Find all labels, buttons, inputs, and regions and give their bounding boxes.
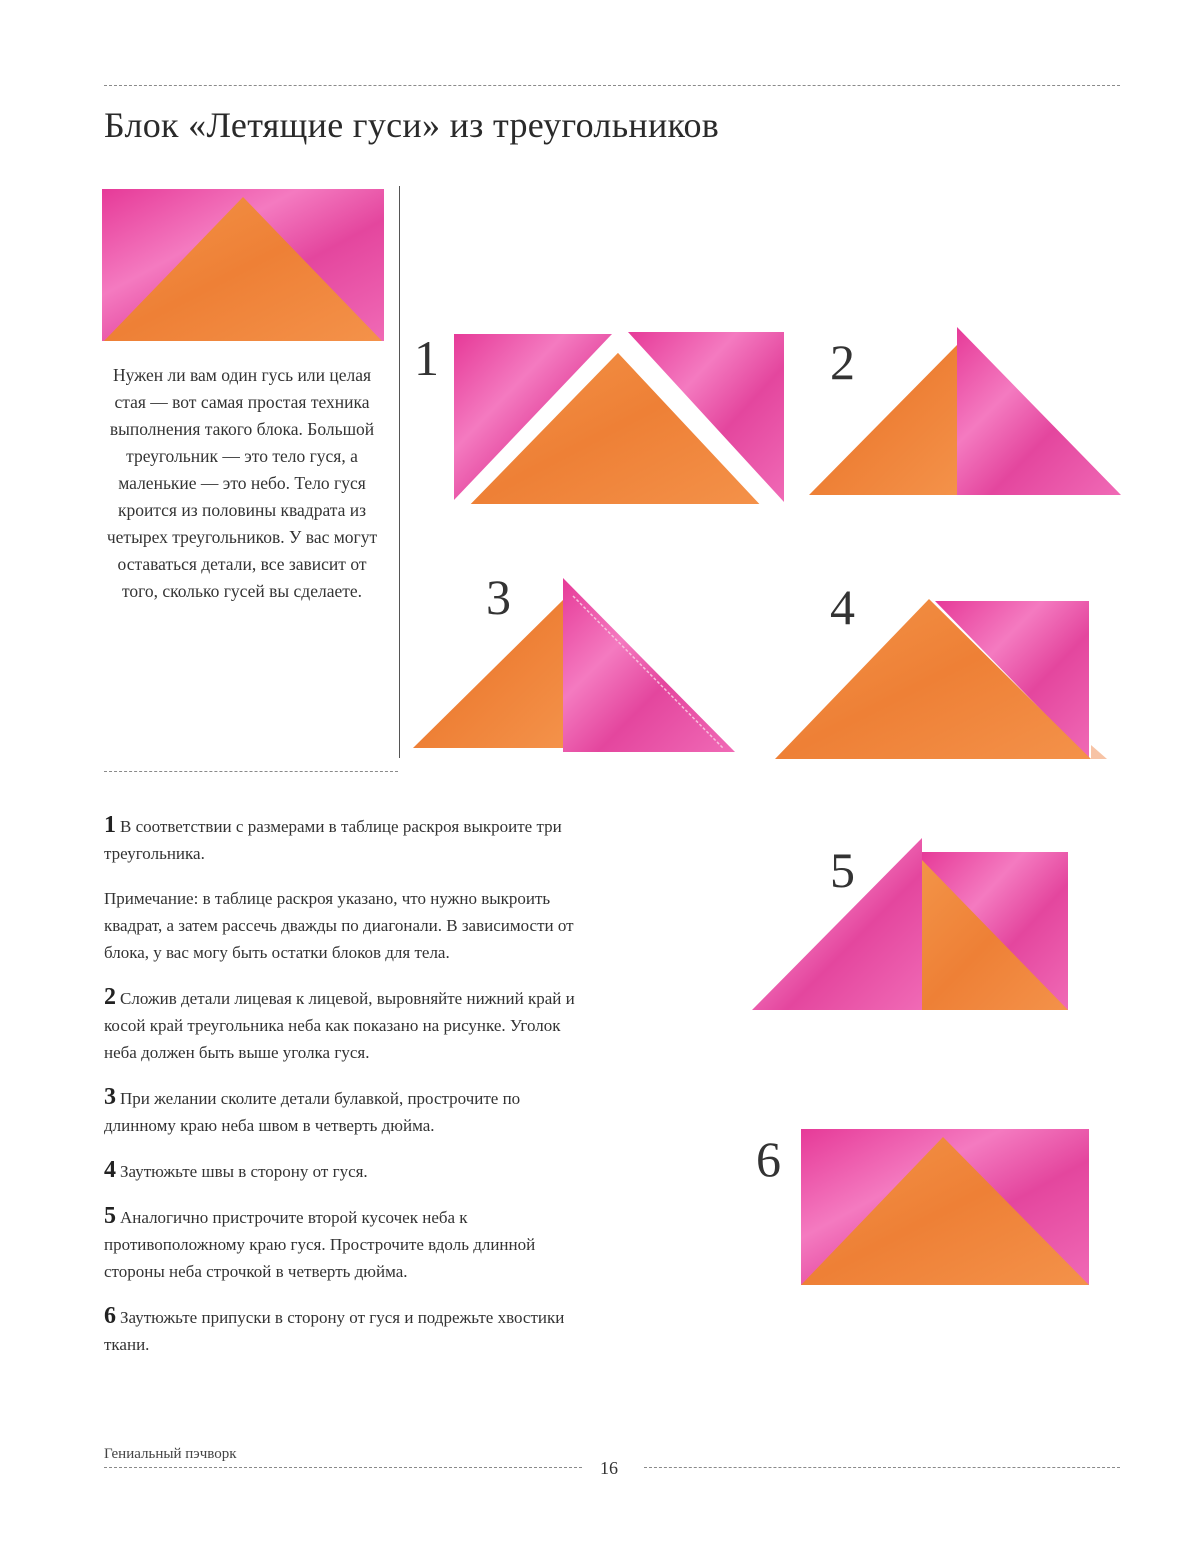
column-divider xyxy=(399,186,400,758)
figure-number-3: 3 xyxy=(486,569,511,625)
intro-text: Нужен ли вам один гусь или целая стая — вот самая простая техника выполнения такого блока. Большой треугольник — это тело гуся, а маленькие — это небо. Тело гуся кроится из половины квадрата из четырех треугольников. У вас могут оставаться детали, все зависит от того, сколько гусей вы сделаете. xyxy=(106,365,378,601)
top-rule xyxy=(104,85,1120,86)
step-text: Заутюжьте швы в сторону от гуся. xyxy=(120,1162,368,1181)
instruction-steps xyxy=(104,812,589,1376)
step-number: 5 xyxy=(104,1203,116,1229)
footer-rule-left xyxy=(104,1467,582,1468)
finished-block-image xyxy=(102,189,384,341)
step-1 xyxy=(104,812,589,867)
figure-2-pieces-aligned xyxy=(805,325,1125,497)
figure-number-1: 1 xyxy=(414,330,439,386)
step-number: 3 xyxy=(104,1084,116,1110)
figure-4-pressed xyxy=(773,585,1113,763)
step-text: При желании сколите детали булавкой, прострочите по длинному краю неба швом в четверть дюйма. xyxy=(104,1089,521,1135)
footer-rule-right xyxy=(644,1467,1120,1468)
page-title: Блок «Летящие гуси» из треугольников xyxy=(104,105,720,145)
step-text: Сложив детали лицевая к лицевой, выровняйте нижний край и косой край треугольника неба как показано на рисунке. Уголок неба должен быть выше уголка гуся. xyxy=(104,989,575,1062)
figure-5-second-sky xyxy=(750,836,1072,1014)
step-6 xyxy=(104,1303,589,1358)
step-2 xyxy=(104,984,589,1066)
figure-6-finished xyxy=(801,1129,1091,1289)
figure-3-stitched xyxy=(411,576,739,754)
figure-1-cut-pieces xyxy=(452,330,788,512)
step-4 xyxy=(104,1157,589,1185)
step-number: 2 xyxy=(104,984,116,1010)
step-5 xyxy=(104,1203,589,1285)
footer-book-title: Гениальный пэчворк xyxy=(104,1446,237,1462)
step-text: Аналогично пристрочите второй кусочек неба к противоположному краю гуся. Прострочите вдоль длинной стороны неба строчкой в четверть дюйма. xyxy=(104,1208,536,1281)
step-text: Заутюжьте припуски в сторону от гуся и подрежьте хвостики ткани. xyxy=(104,1308,565,1354)
step-number: 4 xyxy=(104,1157,116,1183)
page-number: 16 xyxy=(600,1458,618,1478)
figure-number-4: 4 xyxy=(830,579,855,635)
step-3 xyxy=(104,1084,589,1139)
figure-number-6: 6 xyxy=(756,1131,781,1187)
step-text: В соответствии с размерами в таблице раскроя выкроите три треугольника. xyxy=(104,817,562,863)
step-number: 1 xyxy=(104,812,116,838)
section-rule xyxy=(104,771,398,772)
figure-number-5: 5 xyxy=(830,842,855,898)
step-note xyxy=(104,885,589,966)
step-number: 6 xyxy=(104,1303,116,1329)
figure-number-2: 2 xyxy=(830,334,855,390)
note-text: Примечание: в таблице раскроя указано, что нужно выкроить квадрат, а затем рассечь дважды по диагонали. В зависимости от блока, у вас могу быть остатки блоков для тела. xyxy=(104,889,574,962)
